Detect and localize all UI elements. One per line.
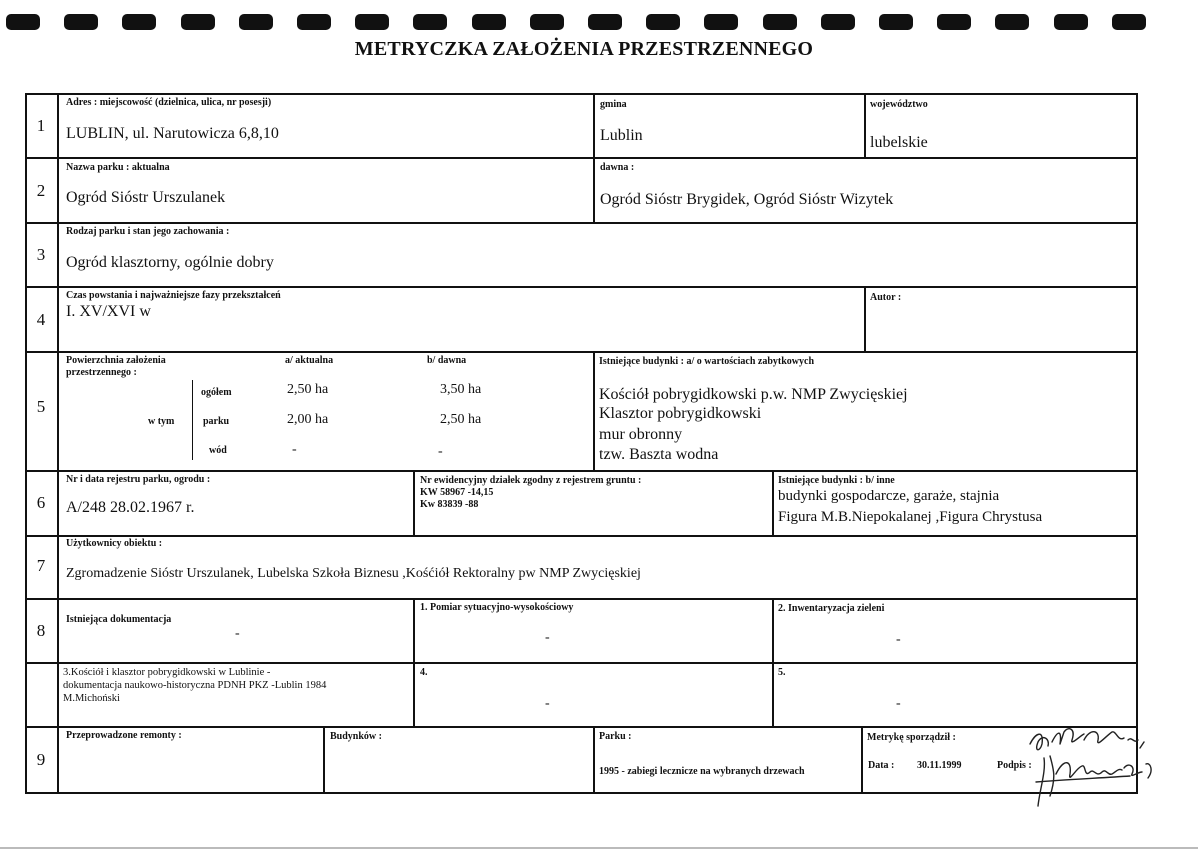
- area-water-former: -: [438, 444, 443, 459]
- binder-hole: [530, 14, 564, 30]
- doc-5-dash: -: [896, 696, 901, 711]
- binder-hole: [413, 14, 447, 30]
- binder-holes: [0, 14, 1198, 34]
- binder-hole: [995, 14, 1029, 30]
- area-park-current: 2,00 ha: [287, 412, 329, 427]
- binder-hole: [6, 14, 40, 30]
- binder-hole: [821, 14, 855, 30]
- date-value: 30.11.1999: [917, 760, 962, 771]
- area-label-1: Powierzchnia założenia: [66, 355, 166, 366]
- area-total-label: ogółem: [201, 387, 232, 398]
- park-name-former-label: dawna :: [600, 162, 635, 173]
- renovations-label: Przeprowadzone remonty :: [66, 730, 182, 741]
- binder-hole: [122, 14, 156, 30]
- area-total-current: 2,50 ha: [287, 382, 329, 397]
- area-in-which: w tym: [148, 416, 175, 427]
- binder-hole: [1054, 14, 1088, 30]
- historic-building-2: Klasztor pobrygidkowski: [599, 405, 762, 422]
- prepared-by-label: Metrykę sporządził :: [867, 732, 956, 743]
- row-number-1: 1: [36, 116, 46, 135]
- row-number-4: 4: [36, 310, 46, 329]
- historical-doc-line-3: M.Michoński: [63, 693, 120, 704]
- doc-5-label: 5.: [778, 667, 786, 678]
- area-col-current: a/ aktualna: [285, 355, 334, 366]
- registry-value: A/248 28.02.1967 r.: [66, 499, 195, 516]
- registry-label: Nr i data rejestru parku, ogrodu :: [66, 474, 211, 485]
- plots-value-1: KW 58967 -14,15: [420, 487, 494, 498]
- document-title: METRYCZKA ZAŁOŻENIA PRZESTRZENNEGO: [354, 38, 814, 60]
- binder-hole: [472, 14, 506, 30]
- park-name-current-label: Nazwa parku : aktualna: [66, 162, 170, 173]
- park-name-current-value: Ogród Sióstr Urszulanek: [66, 189, 226, 206]
- address-label: Adres : miejscowość (dzielnica, ulica, nr posesji): [66, 97, 272, 108]
- row-number-2: 2: [36, 181, 46, 200]
- other-building-2: Figura M.B.Niepokalanej ,Figura Chrystusa: [778, 509, 1043, 525]
- binder-hole: [937, 14, 971, 30]
- area-water-current: -: [292, 442, 297, 457]
- area-total-former: 3,50 ha: [440, 382, 482, 397]
- binder-hole: [355, 14, 389, 30]
- binder-hole: [704, 14, 738, 30]
- survey-dash: -: [545, 630, 550, 645]
- doc-4-label: 4.: [420, 667, 428, 678]
- binder-hole: [297, 14, 331, 30]
- handwritten-signature: [1020, 722, 1160, 810]
- plots-value-2: Kw 83839 -88: [420, 499, 479, 510]
- gmina-label: gmina: [600, 99, 627, 110]
- voivodeship-label: województwo: [870, 99, 928, 110]
- gmina-value: Lublin: [600, 127, 643, 144]
- users-value: Zgromadzenie Sióstr Urszulanek, Lubelska Szkoła Biznesu ,Kośćiół Rektoralny pw NMP Zwycięskiej: [66, 566, 641, 581]
- other-buildings-label: Istniejące budynki : b/ inne: [778, 475, 895, 486]
- creation-phases-label: Czas powstania i najważniejsze fazy przekształceń: [66, 290, 281, 301]
- area-label-2: przestrzennego :: [66, 367, 137, 378]
- survey-label: 1. Pomiar sytuacyjno-wysokościowy: [420, 602, 574, 613]
- binder-hole: [1112, 14, 1146, 30]
- area-water-label: wód: [209, 445, 227, 456]
- historic-building-1: Kościół pobrygidkowski p.w. NMP Zwycięskiej: [599, 386, 908, 403]
- row-number-7: 7: [36, 556, 46, 575]
- historic-building-4: tzw. Baszta wodna: [599, 446, 719, 463]
- area-col-former: b/ dawna: [427, 355, 467, 366]
- row-number-3: 3: [36, 245, 46, 264]
- binder-hole: [64, 14, 98, 30]
- address-value: LUBLIN, ul. Narutowicza 6,8,10: [66, 125, 279, 142]
- binder-hole: [588, 14, 622, 30]
- renovations-park-label: Parku :: [599, 731, 632, 742]
- area-bracket: [192, 380, 193, 460]
- date-label: Data :: [868, 760, 895, 771]
- historical-doc-line-1: 3.Kościół i klasztor pobrygidkowski w Lublinie -: [63, 667, 271, 678]
- voivodeship-value: lubelskie: [870, 134, 928, 151]
- row-number-5: 5: [36, 397, 46, 416]
- row-number-9: 9: [36, 750, 46, 769]
- area-park-former: 2,50 ha: [440, 412, 482, 427]
- binder-hole: [239, 14, 273, 30]
- area-park-label: parku: [203, 416, 230, 427]
- users-label: Użytkownicy obiektu :: [66, 538, 163, 549]
- historic-buildings-label: Istniejące budynki : a/ o wartościach zabytkowych: [599, 356, 815, 367]
- renovations-buildings-label: Budynków :: [330, 731, 382, 742]
- greenery-inventory-label: 2. Inwentaryzacja zieleni: [778, 603, 885, 614]
- binder-hole: [181, 14, 215, 30]
- binder-hole: [646, 14, 680, 30]
- author-label: Autor :: [870, 292, 902, 303]
- historic-building-3: mur obronny: [599, 426, 683, 443]
- park-type-label: Rodzaj parku i stan jego zachowania :: [66, 226, 230, 237]
- docs-label: Istniejąca dokumentacja: [66, 614, 172, 625]
- historical-doc-line-2: dokumentacja naukowo-historyczna PDNH PKZ -Lublin 1984: [63, 680, 327, 691]
- park-type-value: Ogród klasztorny, ogólnie dobry: [66, 254, 274, 271]
- plots-label: Nr ewidencyjny działek zgodny z rejestrem gruntu :: [420, 475, 642, 486]
- row-number-6: 6: [36, 493, 46, 512]
- page-bottom-edge: [0, 847, 1198, 849]
- binder-hole: [879, 14, 913, 30]
- doc-4-dash: -: [545, 696, 550, 711]
- row-number-8: 8: [36, 621, 46, 640]
- creation-phases-value: I. XV/XVI w: [66, 303, 151, 320]
- other-building-1: budynki gospodarcze, garaże, stajnia: [778, 488, 1000, 504]
- docs-dash: -: [235, 626, 240, 641]
- signature-label: Podpis :: [997, 760, 1032, 771]
- park-name-former-value: Ogród Sióstr Brygidek, Ogród Sióstr Wizytek: [600, 191, 894, 208]
- renovations-park-value: 1995 - zabiegi lecznicze na wybranych drzewach: [599, 766, 805, 777]
- binder-hole: [763, 14, 797, 30]
- greenery-inventory-dash: -: [896, 632, 901, 647]
